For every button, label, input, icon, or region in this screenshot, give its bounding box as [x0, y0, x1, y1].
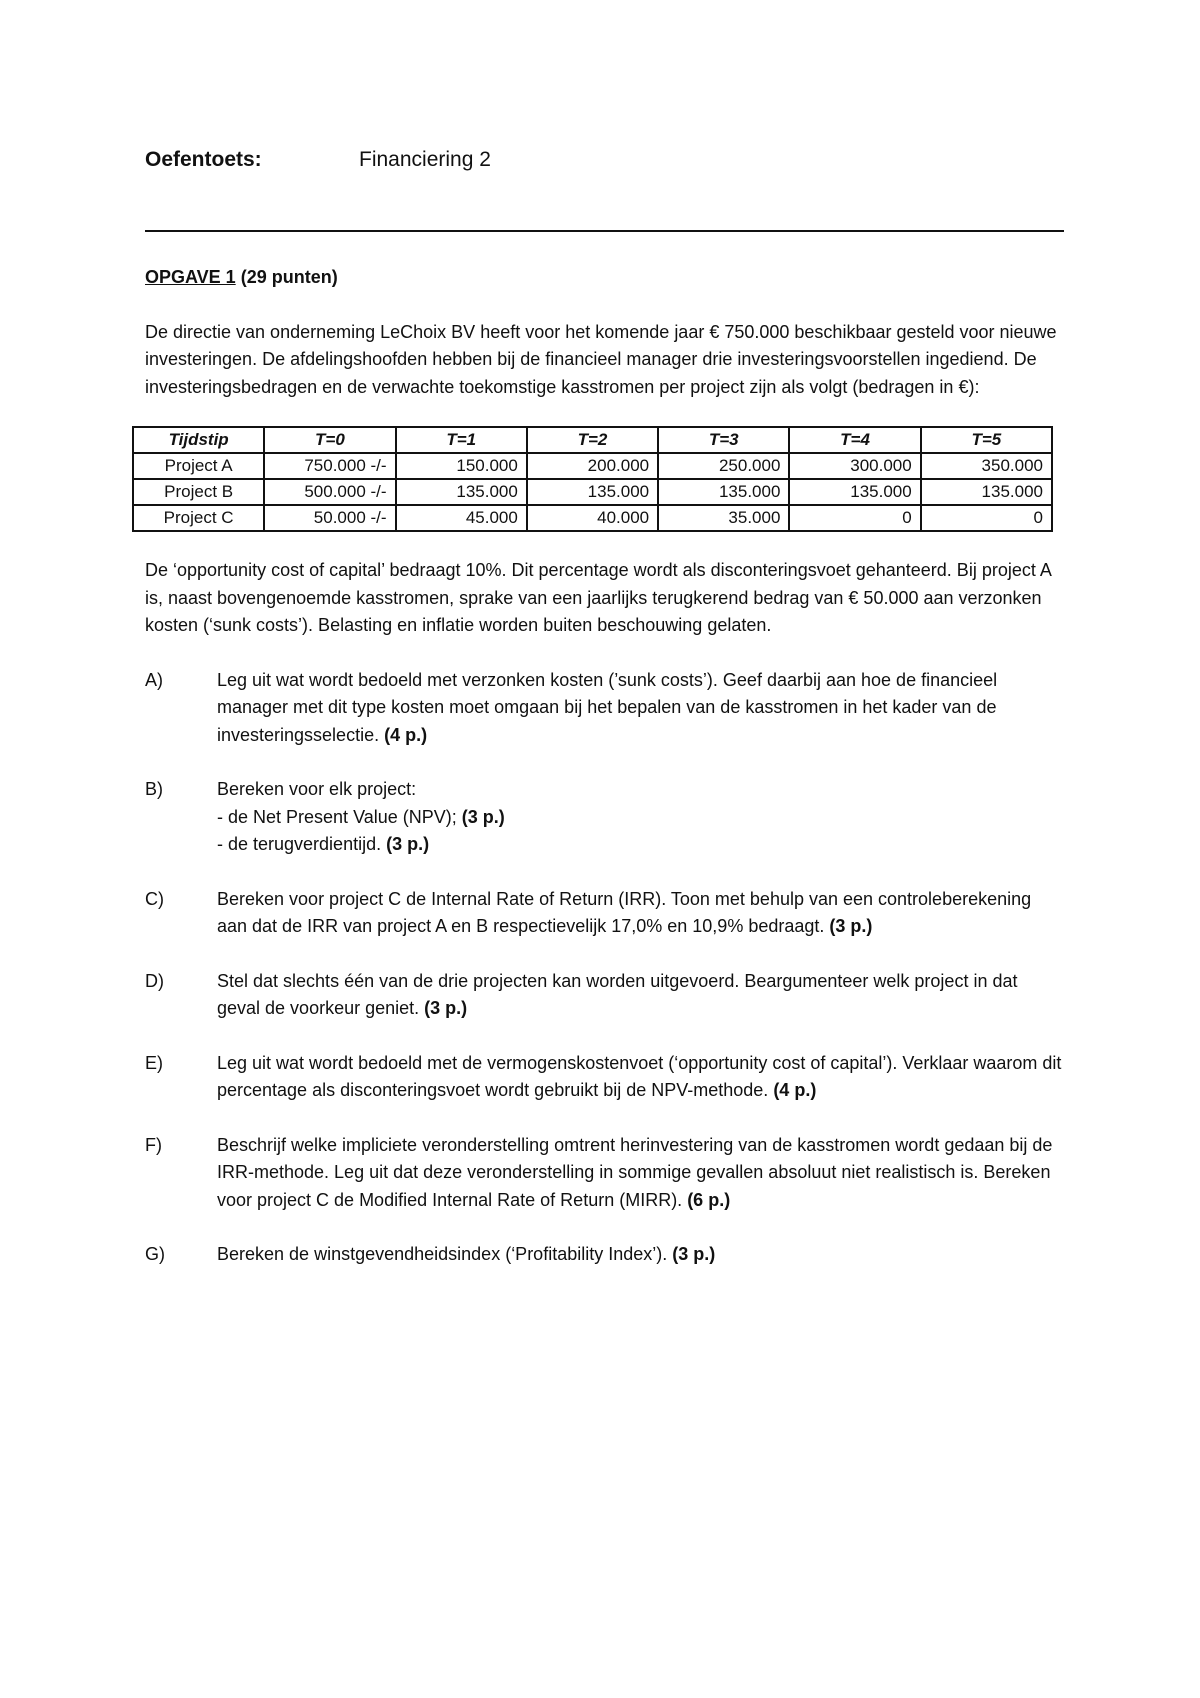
question-letter: F) [145, 1134, 162, 1155]
table-header-cell: T=2 [527, 427, 658, 453]
table-cell: 750.000 -/- [264, 453, 395, 479]
question-points: (6 p.) [682, 1189, 731, 1210]
header-subject: Financiering 2 [359, 148, 491, 171]
question-text: Stel dat slechts één van de drie projecten kan worden uitgevoerd. Beargumenteer welk project in dat geval de voorkeur geniet. [217, 970, 1018, 1018]
question-g [145, 1241, 1065, 1269]
table-cell: 150.000 [396, 453, 527, 479]
table-header-cell: T=3 [658, 427, 789, 453]
table-row [133, 505, 1052, 531]
question-text: Bereken voor elk project: [217, 779, 417, 799]
question-c [145, 886, 1065, 941]
header-divider [145, 230, 1064, 232]
question-letter: G) [145, 1244, 165, 1264]
table-cell: 500.000 -/- [264, 479, 395, 505]
question-text: Bereken de winstgevendheidsindex (‘Profitability Index’). [217, 1244, 668, 1264]
table-cell: 250.000 [658, 453, 789, 479]
table-cell: 0 [921, 505, 1052, 531]
question-subline-text: - de Net Present Value (NPV); [217, 806, 457, 827]
table-cell: 50.000 -/- [264, 505, 395, 531]
table-header-cell: Tijdstip [133, 427, 264, 453]
question-letter: E) [145, 1052, 163, 1073]
table-header-cell: T=0 [264, 427, 395, 453]
question-text: Beschrijf welke impliciete veronderstelling omtrent herinvestering van de kasstromen wordt gedaan bij de IRR-methode. Leg uit dat deze veronderstelling in sommige gevallen absoluut niet realistisch is. Bereken voor project C de Modified Internal Rate of Return (MIRR). [217, 1134, 1053, 1210]
question-points: (3 p.) [419, 998, 468, 1018]
table-header-row [133, 427, 1052, 453]
question-list [145, 667, 1065, 1269]
context-paragraph: De ‘opportunity cost of capital’ bedraagt 10%. Dit percentage wordt als disconteringsvoet gehanteerd. Bij project A is, naast bovengenoemde kasstromen, sprake van een jaarlijks terugkerend bedrag van € 50.000 aan verzonken kosten (‘sunk costs’). Belasting en inflatie worden buiten beschouwing gelaten. [145, 560, 1051, 635]
question-subline-text: - de terugverdientijd. [217, 834, 382, 854]
question-subline [217, 831, 1065, 859]
table-cell: 135.000 [527, 479, 658, 505]
question-text: Leg uit wat wordt bedoeld met de vermogenskostenvoet (‘opportunity cost of capital’). Verklaar waarom dit percentage als disconteringsvoet wordt gebruikt bij de NPV-methode. [217, 1052, 1062, 1100]
table-cell: 0 [789, 505, 920, 531]
table-cell: 135.000 [921, 479, 1052, 505]
opgave-title-underlined: OPGAVE 1 [145, 267, 236, 287]
table-cell: 300.000 [789, 453, 920, 479]
table-cell: 135.000 [658, 479, 789, 505]
question-b [145, 776, 1065, 859]
table-cell: 45.000 [396, 505, 527, 531]
question-points: (3 p.) [667, 1244, 716, 1264]
intro-paragraph: De directie van onderneming LeChoix BV heeft voor het komende jaar € 750.000 beschikbaar gesteld voor nieuwe investeringen. De afdelingshoofden hebben bij de financieel manager drie investeringsvoorstellen ingediend. De investeringsbedragen en de verwachte toekomstige kasstromen per project zijn als volgt (bedragen in €): [145, 321, 1057, 397]
table-cell: 135.000 [396, 479, 527, 505]
table-cell: 40.000 [527, 505, 658, 531]
table-header-cell: T=5 [921, 427, 1052, 453]
question-points: (3 p.) [824, 916, 873, 936]
question-text: Leg uit wat wordt bedoeld met verzonken kosten (’sunk costs’). Geef daarbij aan hoe de financieel manager met dit type kosten moet omgaan bij het bepalen van de kasstromen in het kader van de investeringsselectie. [217, 669, 998, 745]
question-letter: B) [145, 779, 163, 799]
table-header-cell: T=4 [789, 427, 920, 453]
question-letter: A) [145, 669, 163, 690]
question-subline [217, 804, 1065, 832]
document-body [145, 264, 1065, 1296]
table-row [133, 453, 1052, 479]
question-a [145, 667, 1065, 750]
table-cell: 200.000 [527, 453, 658, 479]
document-header [145, 146, 491, 174]
table-cell-project: Project A [133, 453, 264, 479]
table-cell: 135.000 [789, 479, 920, 505]
opgave-title [145, 264, 1065, 292]
table-cell-project: Project B [133, 479, 264, 505]
question-letter: C) [145, 888, 164, 909]
table-cell-project: Project C [133, 505, 264, 531]
question-points: (4 p.) [768, 1080, 817, 1100]
question-d [145, 968, 1065, 1023]
table-row [133, 479, 1052, 505]
question-e [145, 1050, 1065, 1105]
question-letter: D) [145, 970, 164, 991]
opgave-title-points: (29 punten) [235, 267, 338, 287]
question-f [145, 1132, 1065, 1215]
question-points: (3 p.) [381, 834, 430, 854]
cashflow-table [132, 426, 1053, 532]
question-points: (3 p.) [456, 806, 505, 827]
question-text: Bereken voor project C de Internal Rate of Return (IRR). Toon met behulp van een controleberekening aan dat de IRR van project A en B respectievelijk 17,0% en 10,9% bedraagt. [217, 888, 1032, 936]
table-cell: 35.000 [658, 505, 789, 531]
header-label: Oefentoets: [145, 148, 262, 171]
question-points: (4 p.) [379, 724, 428, 745]
table-header-cell: T=1 [396, 427, 527, 453]
table-cell: 350.000 [921, 453, 1052, 479]
